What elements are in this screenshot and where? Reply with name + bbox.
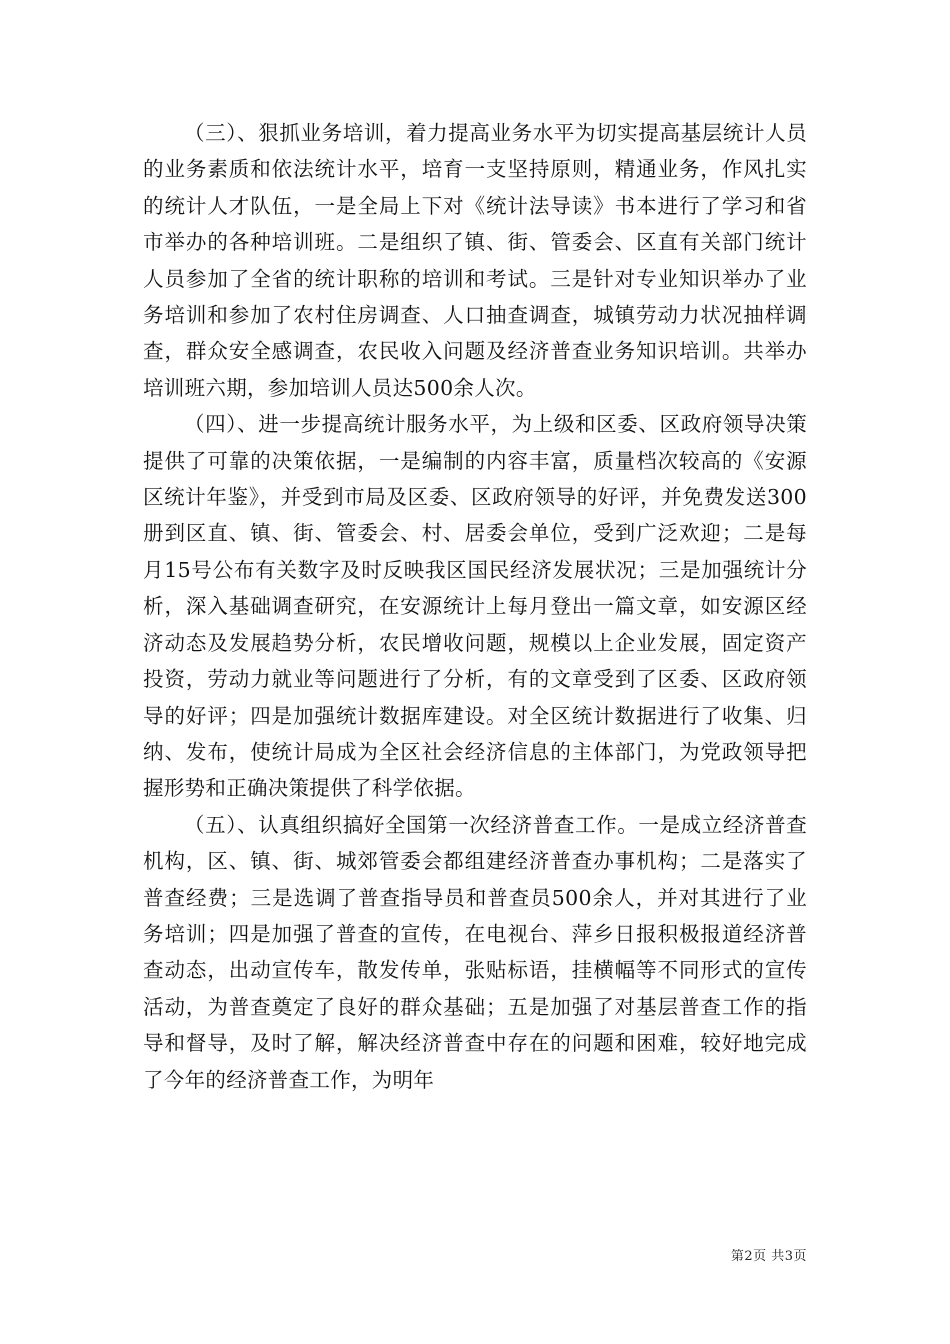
- paragraph-section-3: （三）、狠抓业务培训，着力提高业务水平为切实提高基层统计人员的业务素质和依法统计水平，培育一支坚持原则，精通业务，作风扎实的统计人才队伍，一是全局上下对《统计法导读》书本进行了学习和省市举办的各种培训班。二是组织了镇、街、管委会、区直有关部门统计人员参加了全省的统计职称的培训和考试。三是针对专业知识举办了业务培训和参加了农村住房调查、人口抽查调查，城镇劳动力状况抽样调查，群众安全感调查，农民收入问题及经济普查业务知识培训。共举办培训班六期，参加培训人员达500余人次。: [143, 121, 807, 400]
- page-number: 第2页 共3页: [730, 1249, 807, 1264]
- paragraph-section-5: （五）、认真组织搞好全国第一次经济普查工作。一是成立经济普查机构，区、镇、街、城郊管委会都组建经济普查办事机构；二是落实了普查经费；三是选调了普查指导员和普查员500余人，并对其进行了业务培训；四是加强了普查的宣传，在电视台、萍乡日报积极报道经济普查动态，出动宣传车，散发传单，张贴标语，挂横幅等不同形式的宣传活动，为普查奠定了良好的群众基础；五是加强了对基层普查工作的指导和督导，及时了解，解决经济普查中存在的问题和困难，较好地完成了今年的经济普查工作，为明年: [143, 812, 807, 1092]
- paragraph-section-4: （四）、进一步提高统计服务水平，为上级和区委、区政府领导决策提供了可靠的决策依据，一是编制的内容丰富，质量档次较高的《安源区统计年鉴》，并受到市局及区委、区政府领导的好评，并免费发送300册到区直、镇、街、管委会、村、居委会单位，受到广泛欢迎；二是每月15号公布有关数字及时反映我区国民经济发展状况；三是加强统计分析，深入基础调查研究，在安源统计上每月登出一篇文章，如安源区经济动态及发展趋势分析，农民增收问题，规模以上企业发展，固定资产投资，劳动力就业等问题进行了分析，有的文章受到了区委、区政府领导的好评；四是加强统计数据库建设。对全区统计数据进行了收集、归纳、发布，使统计局成为全区社会经济信息的主体部门，为党政领导把握形势和正确决策提供了科学依据。: [143, 412, 807, 801]
- document-body: [143, 115, 807, 1098]
